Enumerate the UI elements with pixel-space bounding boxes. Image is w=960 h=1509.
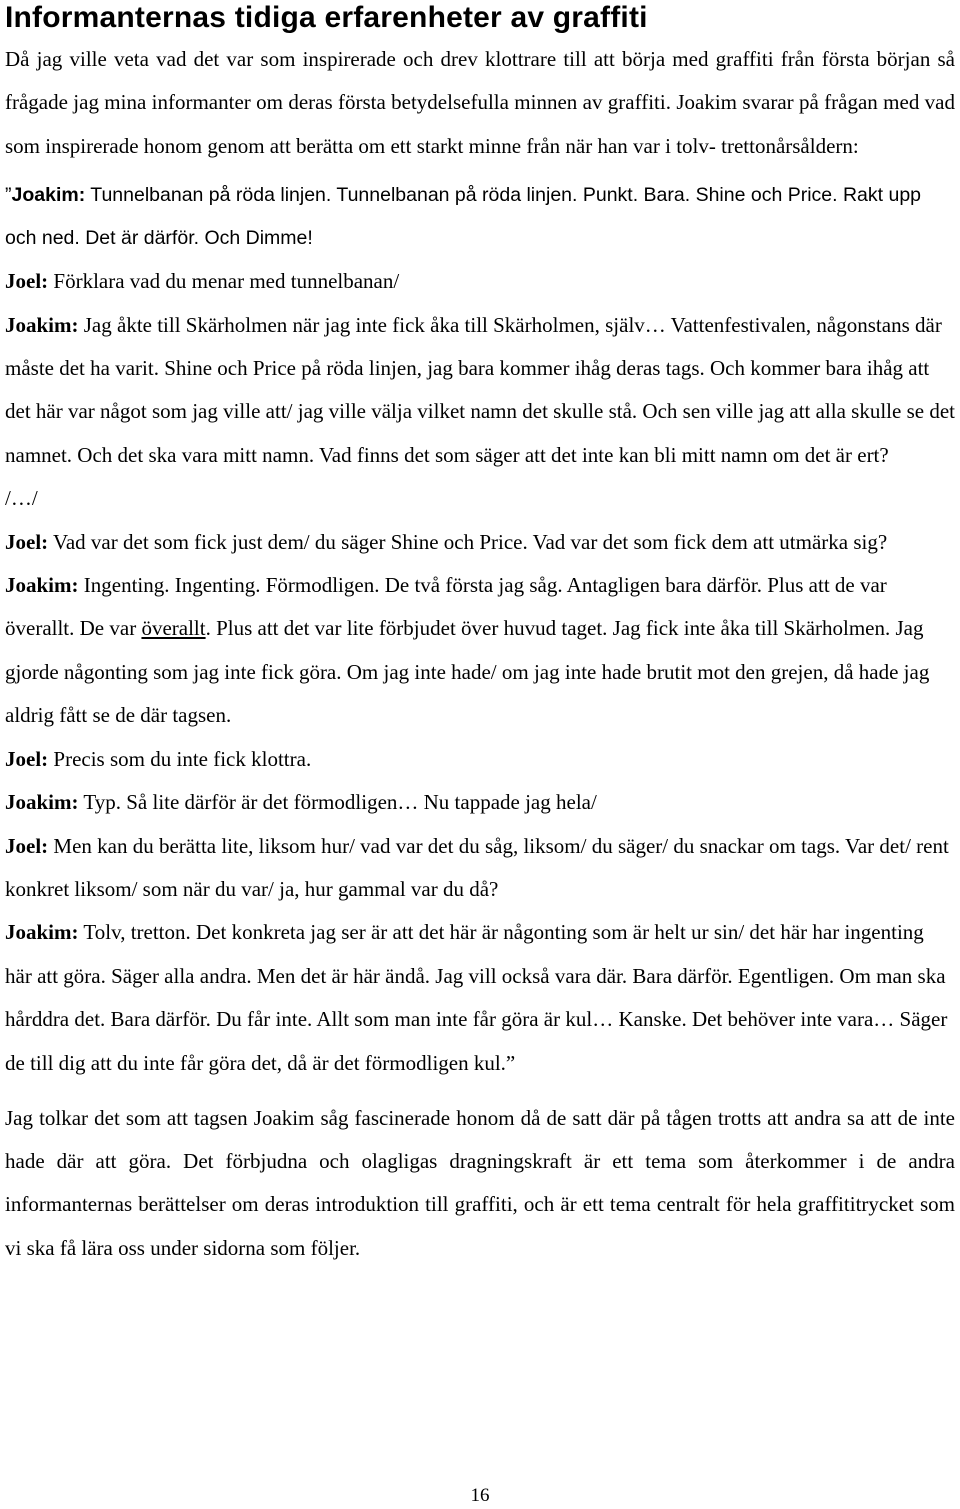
interview-line (5, 781, 955, 824)
interview-line (5, 521, 955, 564)
interview-line (5, 911, 955, 1085)
line-text: Precis som du inte fick klottra. (48, 746, 312, 771)
speaker-label: Joakim: (5, 790, 79, 815)
quote-mark: ” (5, 184, 12, 207)
quote-joakim-opening (5, 174, 955, 260)
speaker-label: Joel: (5, 529, 49, 554)
intro-paragraph: Då jag ville veta vad det var som inspirerade och drev klottrare till att börja med graffiti från första början så frågade jag mina informanter om deras första betydelsefulla minnen av graffiti. Joakim svarar på frågan med vad som inspirerade honom genom att berätta om ett starkt minne från när han var i tolv- trettonårsåldern: (5, 47, 955, 158)
interview-line (5, 260, 955, 303)
page-number: 16 (470, 1485, 490, 1506)
speaker-label: Joakim: (5, 920, 79, 945)
line-text: Men kan du berätta lite, liksom hur/ vad var det du såg, liksom/ du säger/ du snackar om tags. Var det/ rent konkret liksom/ som när du var/ ja, hur gammal var du då? (5, 833, 949, 901)
speaker-label: Joakim: (5, 312, 79, 337)
conclusion-paragraph: Jag tolkar det som att tagsen Joakim såg fascinerade honom då de satt där på tågen trotts att andra sa att de inte hade där att göra. Det förbjudna och olagligas dragningskraft är ett tema som återkommer i de andra informanternas berättelser om deras introduktion till graffiti, och är ett tema centralt för hela graffititrycket som vi ska få lära oss under sidorna som följer. (5, 1105, 955, 1260)
interview-line (5, 738, 955, 781)
speaker-label: Joakim: (5, 573, 79, 598)
line-text: /…/ (5, 486, 38, 511)
interview-line (5, 304, 955, 478)
quote-text: Tunnelbanan på röda linjen. Tunnelbanan på röda linjen. Punkt. Bara. Shine och Price. Rakt upp och ned. Det är därför. Och Dimme! (5, 184, 922, 250)
line-text: Jag åkte till Skärholmen när jag inte fick åka till Skärholmen, själv… Vattenfestivalen, någonstans där måste det ha varit. Shine och Price på röda linjen, jag bara kommer ihåg deras tags. Och kommer bara ihåg att det här var något som jag ville att/ jag ville välja vilket namn det skulle stå. Och sen ville jag att alla skulle se det namnet. Och det ska vara mitt namn. Vad finns det som säger att det inte kan bli mitt namn om det är ert? (5, 312, 955, 467)
section-heading: Informanternas tidiga erfarenheter av graffiti (5, 1, 648, 34)
speaker-label: Joel: (5, 833, 49, 858)
line-text: Ingenting. Ingenting. Förmodligen. De två första jag såg. Antagligen bara därför. Plus att de var överallt. De var (5, 573, 887, 641)
line-text: Vad var det som fick just dem/ du säger Shine och Price. Vad var det som fick dem att utmärka sig? (48, 529, 888, 554)
line-text: Förklara vad du menar med tunnelbanan/ (48, 269, 400, 294)
interview-line (5, 825, 955, 912)
interview-line (5, 564, 955, 738)
line-text: Tolv, tretton. Det konkreta jag ser är att det här är någonting som är helt ur sin/ det här har ingenting här att göra. Säger alla andra. Men det är här ändå. Jag vill också vara där. Bara därför. Egentligen. Om man ska hårddra det. Bara därför. Du får inte. Allt som man inte får göra är kul… Kanske. Det behöver inte vara… Säger de till dig att du inte får göra det, då är det förmodligen kul.” (5, 920, 948, 1075)
interview-transcript (5, 260, 955, 1085)
underlined-word: överallt (141, 616, 206, 641)
line-text: Typ. Så lite därför är det förmodligen… Nu tappade jag hela/ (78, 790, 597, 815)
speaker-label: Joakim: (11, 184, 86, 207)
interview-line (5, 477, 955, 520)
document-page (5, 0, 955, 1270)
line-text: . Plus att det var lite förbjudet över huvud taget. Jag fick inte åka till Skärholmen. Jag gjorde någonting som jag inte fick göra. Om jag inte hade/ om jag inte hade brutit mot den grejen, då hade jag aldrig fått se de där tagsen. (5, 616, 930, 728)
speaker-label: Joel: (5, 269, 49, 294)
speaker-label: Joel: (5, 746, 49, 771)
